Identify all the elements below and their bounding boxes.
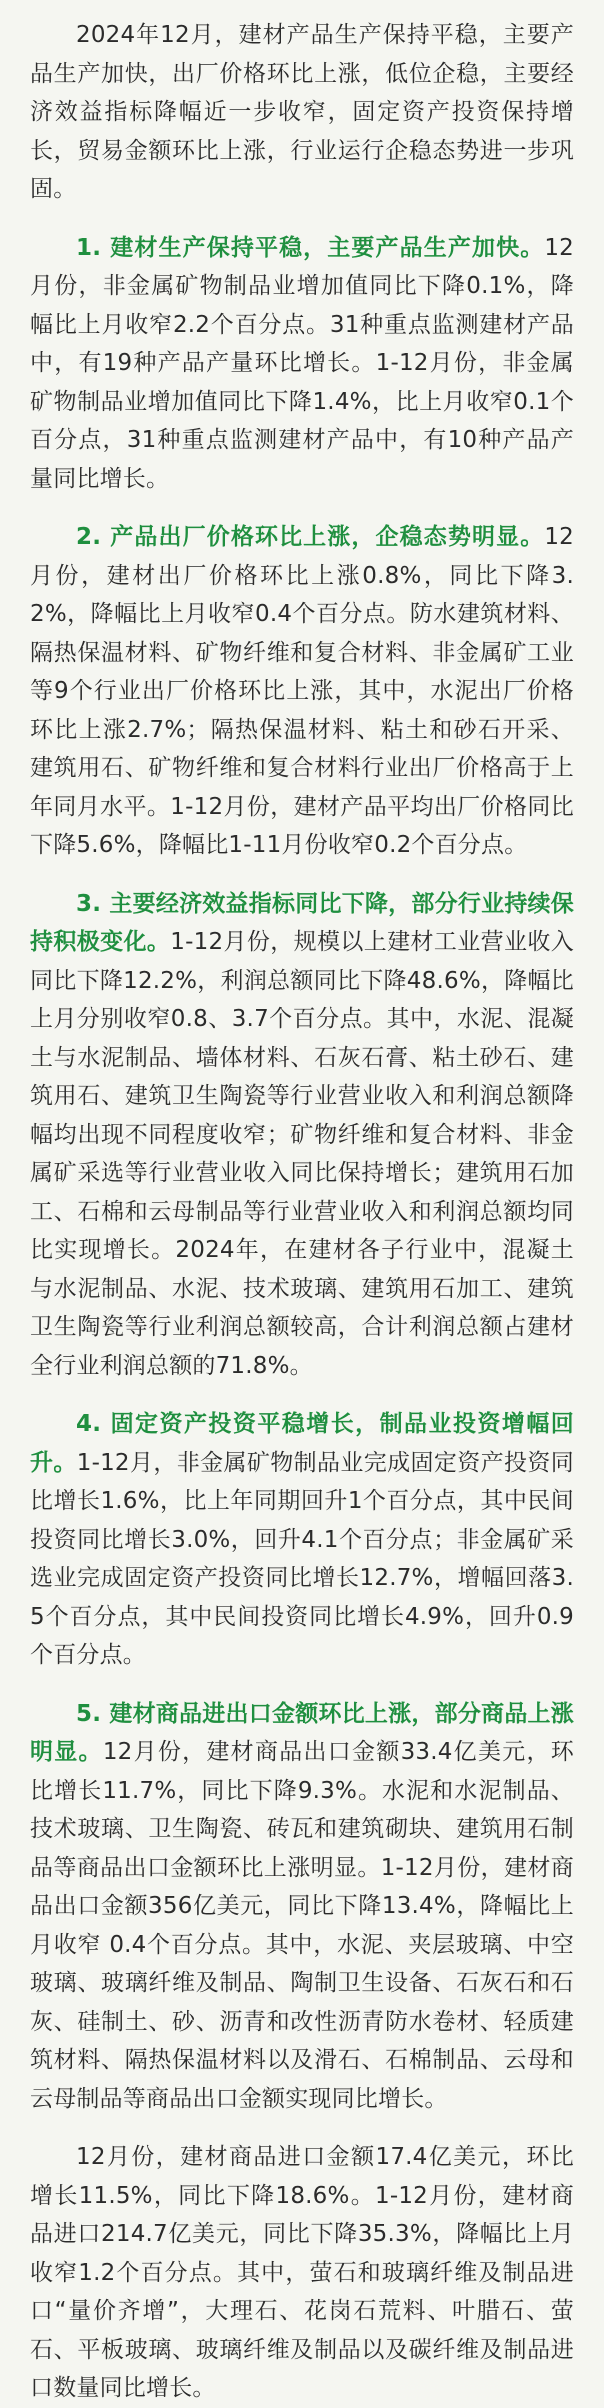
section-2-heading: 2. 产品出厂价格环比上涨，企稳态势明显。 xyxy=(76,524,545,550)
section-3-body: 1-12月份，规模以上建材工业营业收入同比下降12.2%，利润总额同比下降48.6%，降幅比上月分别收窄0.8、3.7个百分点。其中，水泥、混凝土与水泥制品、墙体材料、石灰石膏、粘土砂石、建筑用石、建筑卫生陶瓷等行业营业收入和利润总额降幅均出现不同程度收窄；矿物纤维和复合材料、非金属矿采选等行业营业收入同比保持增长；建筑用石加工、石棉和云母制品等行业营业收入和利润总额均同比实现增长。2024年，在建材各子行业中，混凝土与水泥制品、水泥、技术玻璃、建筑用石加工、建筑卫生陶瓷等行业利润总额较高，合计利润总额占建材全行业利润总额的71.8%。 xyxy=(30,929,575,1379)
section-3-heading: 3. 主要经济效益指标同比下降，部分行业持续保持积极变化。 xyxy=(30,890,574,955)
section-3-paragraph xyxy=(30,885,574,1386)
section-5-body: 12月份，建材商品出口金额33.4亿美元，环比增长11.7%，同比下降9.3%。水泥和水泥制品、技术玻璃、卫生陶瓷、砖瓦和建筑砌块、建筑用石制品等商品出口金额环比上涨明显。1-12月份，建材商品出口金额356亿美元，同比下降13.4%，降幅比上月收窄 0.4个百分点。其中，水泥、夹层玻璃、中空玻璃、玻璃纤维及制品、陶制卫生设备、石灰石和石灰、硅制土、砂、沥青和改性沥青防水卷材、轻质建筑材料、隔热保温材料以及滑石、石棉制品、云母和云母制品等商品出口金额实现同比增长。 xyxy=(30,1739,574,2112)
section-1-body: 12月份，非金属矿物制品业增加值同比下降0.1%，降幅比上月收窄2.2个百分点。31种重点监测建材产品中，有19种产品产量环比增长。1-12月份，非金属矿物制品业增加值同比下降1.4%，比上月收窄0.1个百分点，31种重点监测建材产品中，有10种产品产量同比增长。 xyxy=(30,234,574,492)
section-1-paragraph xyxy=(30,229,574,499)
section-4-heading: 4. 固定资产投资平稳增长，制品业投资增幅回升。 xyxy=(30,1411,574,1476)
intro-paragraph: 2024年12月，建材产品生产保持平稳，主要产品生产加快，出厂价格环比上涨，低位企稳，主要经济效益指标降幅近一步收窄，固定资产投资保持增长，贸易金额环比上涨，行业运行企稳态势进一步巩固。 xyxy=(30,22,574,202)
section-2-paragraph xyxy=(30,518,574,865)
section-4-body: 1-12月，非金属矿物制品业完成固定资产投资同比增长1.6%，比上年同期回升1个百分点，其中民间投资同比增长3.0%，回升4.1个百分点；非金属矿采选业完成固定资产投资同比增长12.7%，增幅回落3.5个百分点，其中民间投资同比增长4.9%，回升0.9个百分点。 xyxy=(30,1449,574,1668)
section-5-heading: 5. 建材商品进出口金额环比上涨，部分商品上涨明显。 xyxy=(30,1700,574,1765)
closing-paragraph: 12月份，建材商品进口金额17.4亿美元，环比增长11.5%，同比下降18.6%。1-12月份，建材商品进口214.7亿美元，同比下降35.3%，降幅比上月收窄1.2个百分点。其中，萤石和玻璃纤维及制品进口“量价齐增”，大理石、花岗石荒料、叶腊石、萤石、平板玻璃、玻璃纤维及制品以及碳纤维及制品进口数量同比增长。 xyxy=(30,2144,574,2401)
section-1-heading: 1. 建材生产保持平稳，主要产品生产加快。 xyxy=(76,234,545,261)
section-5-paragraph xyxy=(30,1695,574,2119)
section-4-paragraph xyxy=(30,1405,574,1675)
section-2-body: 12月份，建材出厂价格环比上涨0.8%，同比下降3.2%，降幅比上月收窄0.4个百分点。防水建筑材料、隔热保温材料、矿物纤维和复合材料、非金属矿工业等9个行业出厂价格环比上涨，其中，水泥出厂价格环比上涨2.7%；隔热保温材料、粘土和砂石开采、建筑用石、矿物纤维和复合材料行业出厂价格高于上年同月水平。1-12月份，建材产品平均出厂价格同比下降5.6%，降幅比1-11月份收窄0.2个百分点。 xyxy=(30,524,574,858)
